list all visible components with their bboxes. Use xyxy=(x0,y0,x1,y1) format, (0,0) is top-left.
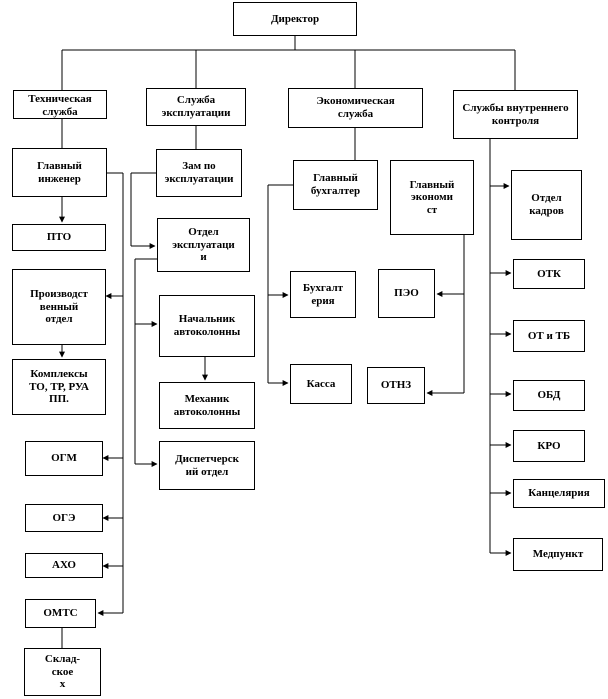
obd-box xyxy=(513,380,585,411)
operations-service-box xyxy=(146,88,246,126)
dispatch-dept-label: Диспетчерск ий отдел xyxy=(175,452,239,478)
pto-label: ПТО xyxy=(46,231,72,244)
deputy-operations-box xyxy=(156,149,242,197)
column-mechanic-label: Механик автоколонны xyxy=(173,392,241,418)
oge-label: ОГЭ xyxy=(52,511,76,524)
chief-economist-box xyxy=(390,160,474,235)
hr-dept-label: Отдел кадров xyxy=(529,192,564,217)
chancellery-box xyxy=(513,479,605,508)
chief-engineer-label: Главный инженер xyxy=(37,159,82,185)
chancellery-label: Канцелярия xyxy=(528,487,590,500)
ot-tb-label: ОТ и ТБ xyxy=(527,329,571,342)
cash-label: Касса xyxy=(306,377,336,390)
ot-tb-box xyxy=(513,320,585,352)
obd-label: ОБД xyxy=(537,389,561,402)
complexes-label: Комплексы ТО, ТР, РУА ПП. xyxy=(29,368,89,406)
hr-dept-box xyxy=(511,170,582,240)
operations-dept-label: Отдел эксплуатаци и xyxy=(172,226,235,264)
complexes-box xyxy=(12,359,106,415)
pto-box xyxy=(12,224,106,251)
production-dept-label: Производст венный отдел xyxy=(30,288,88,326)
medical-post-label: Медпункт xyxy=(532,548,584,561)
chief-economist-label: Главный экономи ст xyxy=(409,178,455,216)
column-head-label: Начальник автоколонны xyxy=(173,313,241,338)
production-dept-box xyxy=(12,269,106,345)
deputy-operations-label: Зам по эксплуатации xyxy=(164,160,234,185)
omts-label: ОМТС xyxy=(43,607,78,620)
kro-label: КРО xyxy=(537,439,561,452)
omts-box xyxy=(25,599,96,628)
internal-control-services-label: Службы внутреннего контроля xyxy=(462,101,569,127)
economic-service-box xyxy=(288,88,423,128)
ogm-label: ОГМ xyxy=(51,452,77,465)
internal-control-services-box xyxy=(453,90,578,139)
otk-label: ОТК xyxy=(537,267,561,280)
director-label: Директор xyxy=(270,12,320,25)
warehouse-box xyxy=(24,648,101,696)
cash-box xyxy=(290,364,352,404)
dispatch-dept-box xyxy=(159,441,255,490)
ogm-box xyxy=(25,441,103,476)
otk-box xyxy=(513,259,585,289)
accounting-label: Бухгалт ерия xyxy=(302,281,344,307)
peo-label: ПЭО xyxy=(394,287,419,300)
column-head-box xyxy=(159,295,255,357)
aho-box xyxy=(25,553,103,578)
chief-accountant-label: Главный бухгалтер xyxy=(310,172,361,197)
column-mechanic-box xyxy=(159,382,255,429)
operations-dept-box xyxy=(157,218,250,272)
oge-box xyxy=(25,504,103,532)
technical-service-label: Техническая служба xyxy=(28,93,92,118)
director-box xyxy=(233,2,357,36)
medical-post-box xyxy=(513,538,603,571)
chief-engineer-box xyxy=(12,148,107,197)
technical-service-box xyxy=(13,90,107,119)
peo-box xyxy=(378,269,435,318)
aho-label: АХО xyxy=(52,559,76,572)
warehouse-label: Склад- ское х xyxy=(44,653,81,691)
otnz-label: ОТНЗ xyxy=(380,379,412,392)
kro-box xyxy=(513,430,585,462)
accounting-box xyxy=(290,271,356,318)
operations-service-label: Служба эксплуатации xyxy=(161,94,231,119)
otnz-box xyxy=(367,367,425,404)
economic-service-label: Экономическая служба xyxy=(316,95,395,120)
chief-accountant-box xyxy=(293,160,378,210)
